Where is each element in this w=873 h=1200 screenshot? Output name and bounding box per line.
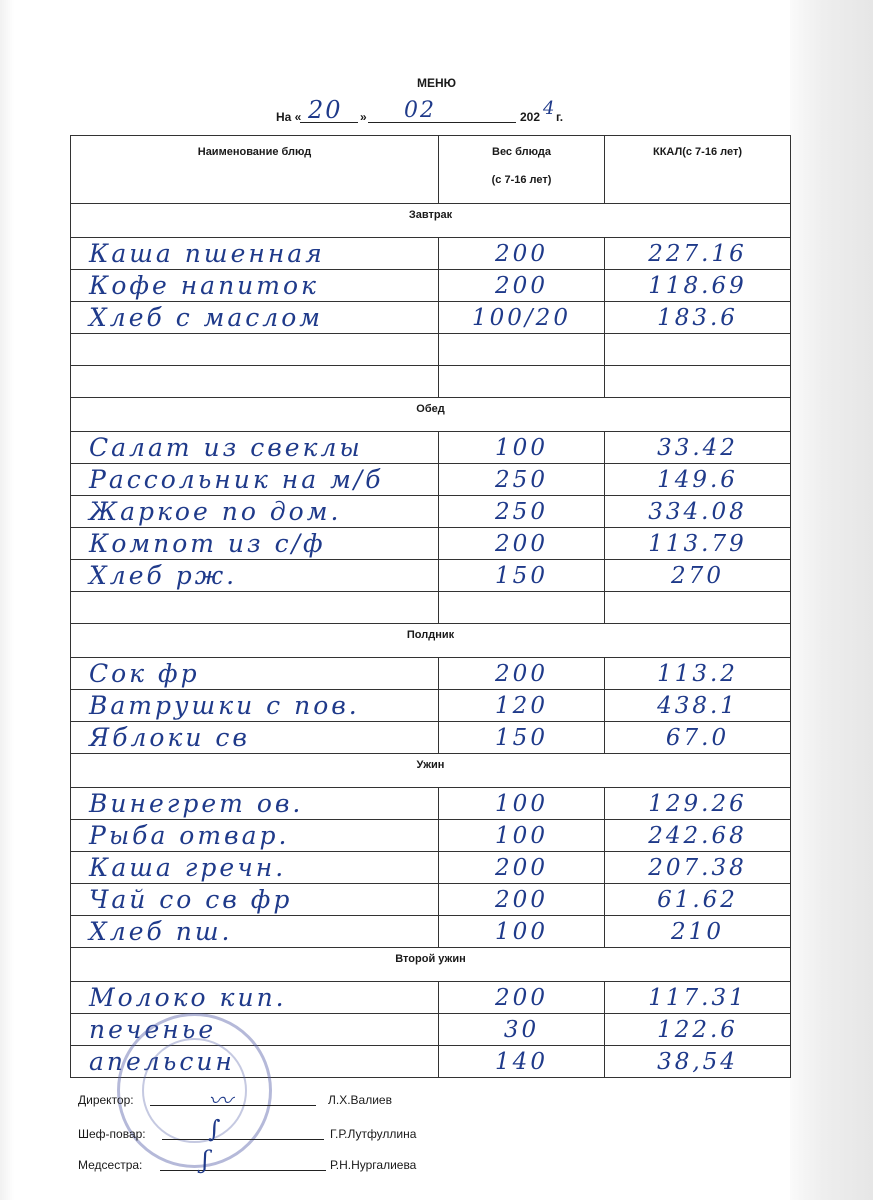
section-title: Завтрак <box>71 204 791 238</box>
dish-kcal: 183.6 <box>605 302 791 334</box>
dish-kcal: 210 <box>605 916 791 948</box>
table-row-empty <box>71 366 791 398</box>
date-line <box>276 96 596 128</box>
signature-row-director <box>78 1087 598 1115</box>
table-row <box>71 722 791 754</box>
table-row <box>71 496 791 528</box>
dish-name: Рыба отвар. <box>71 820 439 852</box>
dish-weight: 200 <box>439 658 605 690</box>
dish-name: апельсин <box>71 1046 439 1078</box>
dish-kcal: 227.16 <box>605 238 791 270</box>
dish-weight: 100 <box>439 788 605 820</box>
table-row-empty <box>71 592 791 624</box>
signature-row-nurse <box>78 1146 598 1176</box>
date-middle: » <box>360 110 367 124</box>
dish-kcal: 117.31 <box>605 982 791 1014</box>
dish-kcal: 67.0 <box>605 722 791 754</box>
dish-weight: 200 <box>439 238 605 270</box>
dish-kcal <box>605 366 791 398</box>
section-title: Ужин <box>71 754 791 788</box>
date-year-prefix: 202 <box>520 110 541 124</box>
dish-weight: 200 <box>439 982 605 1014</box>
dish-weight: 200 <box>439 270 605 302</box>
table-row <box>71 852 791 884</box>
date-day: 20 <box>308 96 343 124</box>
dish-weight: 200 <box>439 528 605 560</box>
table-row <box>71 690 791 722</box>
dish-weight <box>439 334 605 366</box>
dish-weight: 120 <box>439 690 605 722</box>
month-underline <box>368 122 516 123</box>
dish-weight: 150 <box>439 560 605 592</box>
dish-kcal: 270 <box>605 560 791 592</box>
dish-name: Чай со св фр <box>71 884 439 916</box>
handwritten-signature-icon: ∫ <box>208 1115 221 1143</box>
dish-name: печенье <box>71 1014 439 1046</box>
header-weight <box>439 136 605 204</box>
table-row <box>71 658 791 690</box>
dish-kcal: 118.69 <box>605 270 791 302</box>
dish-kcal <box>605 334 791 366</box>
table-row <box>71 916 791 948</box>
date-month: 02 <box>404 98 436 123</box>
dish-weight: 250 <box>439 496 605 528</box>
section-header-lunch <box>71 398 791 432</box>
table-row <box>71 982 791 1014</box>
dish-name: Салат из свеклы <box>71 432 439 464</box>
dish-weight <box>439 592 605 624</box>
dish-name: Сок фр <box>71 658 439 690</box>
table-row <box>71 238 791 270</box>
header-kcal: ККАЛ(с 7-16 лет) <box>605 136 791 204</box>
dish-name: Хлеб пш. <box>71 916 439 948</box>
date-prefix: На « <box>276 110 302 124</box>
dish-kcal: 242.68 <box>605 820 791 852</box>
header-dish: Наименование блюд <box>71 136 439 204</box>
dish-weight: 200 <box>439 852 605 884</box>
table-row <box>71 560 791 592</box>
dish-name: Ватрушки с пов. <box>71 690 439 722</box>
dish-name <box>71 592 439 624</box>
signature-line <box>160 1170 326 1171</box>
handwritten-signature-icon: ʃ <box>202 1146 209 1174</box>
scan-edge-left <box>0 0 14 1200</box>
dish-name <box>71 366 439 398</box>
dish-kcal: 38,54 <box>605 1046 791 1078</box>
table-row <box>71 884 791 916</box>
dish-weight: 250 <box>439 464 605 496</box>
dish-weight: 100 <box>439 432 605 464</box>
menu-table <box>70 135 791 1078</box>
dish-kcal: 113.79 <box>605 528 791 560</box>
signature-role: Медсестра: <box>78 1158 143 1172</box>
dish-name: Кофе напиток <box>71 270 439 302</box>
dish-weight: 100 <box>439 916 605 948</box>
section-title: Второй ужин <box>71 948 791 982</box>
section-header-snack <box>71 624 791 658</box>
date-year-suffix: 4 <box>543 98 557 119</box>
dish-name: Винегрет ов. <box>71 788 439 820</box>
table-row <box>71 464 791 496</box>
scan-edge-right <box>790 0 873 1200</box>
dish-weight: 140 <box>439 1046 605 1078</box>
section-title: Обед <box>71 398 791 432</box>
handwritten-signature-icon: 〰 <box>208 1087 232 1115</box>
table-row <box>71 270 791 302</box>
dish-name: Рассольник на м/б <box>71 464 439 496</box>
dish-weight <box>439 366 605 398</box>
dish-weight: 100/20 <box>439 302 605 334</box>
dish-kcal: 113.2 <box>605 658 791 690</box>
section-title: Полдник <box>71 624 791 658</box>
dish-weight: 100 <box>439 820 605 852</box>
dish-name: Компот из с/ф <box>71 528 439 560</box>
table-row <box>71 788 791 820</box>
dish-weight: 150 <box>439 722 605 754</box>
dish-name: Яблоки св <box>71 722 439 754</box>
dish-name: Молоко кип. <box>71 982 439 1014</box>
signature-line <box>162 1139 324 1140</box>
table-row <box>71 528 791 560</box>
signature-role: Шеф-повар: <box>78 1127 146 1141</box>
dish-weight: 30 <box>439 1014 605 1046</box>
dish-name: Каша гречн. <box>71 852 439 884</box>
dish-kcal <box>605 592 791 624</box>
dish-kcal: 122.6 <box>605 1014 791 1046</box>
dish-name: Каша пшенная <box>71 238 439 270</box>
dish-kcal: 438.1 <box>605 690 791 722</box>
dish-kcal: 61.62 <box>605 884 791 916</box>
dish-name <box>71 334 439 366</box>
dish-kcal: 149.6 <box>605 464 791 496</box>
signature-name: Л.Х.Валиев <box>328 1093 392 1107</box>
table-header-row <box>71 136 791 204</box>
signature-name: Р.Н.Нургалиева <box>330 1158 417 1172</box>
section-header-dinner <box>71 754 791 788</box>
signature-line <box>150 1105 316 1106</box>
dish-name: Хлеб с маслом <box>71 302 439 334</box>
dish-name: Жаркое по дом. <box>71 496 439 528</box>
date-end: г. <box>556 110 564 124</box>
signature-role: Директор: <box>78 1093 134 1107</box>
table-row-empty <box>71 334 791 366</box>
dish-kcal: 33.42 <box>605 432 791 464</box>
signature-row-chef <box>78 1115 598 1145</box>
dish-kcal: 207.38 <box>605 852 791 884</box>
dish-weight: 200 <box>439 884 605 916</box>
signature-name: Г.Р.Лутфуллина <box>330 1127 417 1141</box>
table-row <box>71 302 791 334</box>
section-header-second-dinner <box>71 948 791 982</box>
section-header-breakfast <box>71 204 791 238</box>
header-weight-label: Вес блюда <box>492 146 551 158</box>
dish-kcal: 334.08 <box>605 496 791 528</box>
table-row <box>71 820 791 852</box>
table-row <box>71 432 791 464</box>
dish-name: Хлеб рж. <box>71 560 439 592</box>
header-weight-sub: (с 7-16 лет) <box>491 174 552 186</box>
dish-kcal: 129.26 <box>605 788 791 820</box>
document-title: МЕНЮ <box>416 76 457 90</box>
